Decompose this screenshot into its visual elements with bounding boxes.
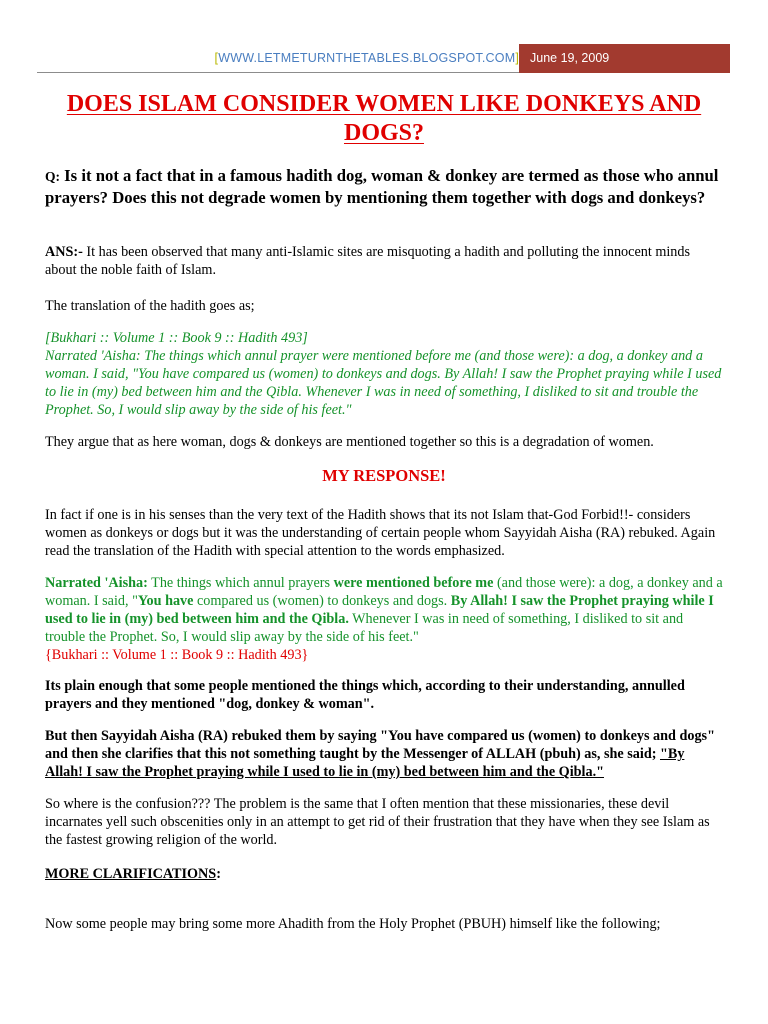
more-heading-colon: :: [216, 866, 221, 882]
header-divider: [37, 72, 519, 73]
response-paragraph: In fact if one is in his senses than the very text of the Hadith shows that its not Islam that-God Forbid!!- considers women as donkeys or dogs but it was the understanding of certain people whom Sayyidah Aisha (RA) rebuked. Again read the translation of the Hadith with special attention to the words emphasized.: [45, 507, 716, 559]
hadith2-emphasis: You have: [137, 593, 194, 609]
but-then-quote: "By Allah! I saw the Prophet praying while I used to lie in (my) bed between him and the Qibla.": [45, 746, 685, 780]
post-date: June 19, 2009: [519, 44, 730, 73]
hadith2-emphasis: were mentioned before me: [333, 575, 494, 591]
ahadith-paragraph: Now some people may bring some more Ahadith from the Holy Prophet (PBUH) himself like the following;: [45, 916, 661, 932]
hadith2-part: (and those were): a dog, a donkey and a woman. I said, ": [45, 575, 723, 609]
but-then-text: But then Sayyidah Aisha (RA) rebuked them by saying "You have compared us (women) to donkeys and dogs" and then she clarifies that this not something taught by the Messenger of ALLAH (pbuh) as, she said;: [45, 728, 715, 762]
response-heading: MY RESPONSE!: [322, 466, 446, 485]
plain-enough-paragraph: Its plain enough that some people mentioned the things which, according to their understanding, annulled prayers and they mentioned "dog, donkey & woman".: [45, 678, 685, 712]
more-heading-text: MORE CLARIFICATIONS: [45, 866, 217, 882]
url-bracket-close: ]: [515, 51, 519, 65]
argue-paragraph: They argue that as here woman, dogs & donkeys are mentioned together so this is a degradation of women.: [45, 434, 654, 450]
hadith2-part: Whenever I was in need of something, I disliked to sit and trouble the Prophet. So, I would slip away by the side of his feet.": [45, 611, 684, 645]
hadith2-emphasis: By Allah! I saw the Prophet praying while I used to lie in (my) bed between him and the Qibla.: [45, 593, 714, 627]
but-then-paragraph: [45, 727, 725, 781]
hadith-text-1: Narrated 'Aisha: The things which annul prayer were mentioned before me (and those were): a dog, a donkey and a woman. I said, "You have compared us (women) to donkeys and dogs. By Allah! I saw the Prophet praying while I used to lie in (my) bed between him and the Qibla. Whenever I was in need of something, I disliked to sit and trouble the Prophet. So, I would slip away by the side of his feet.": [45, 348, 722, 418]
hadith2-part: compared us (women) to donkeys and dogs.: [193, 593, 451, 609]
hadith-reference-2: {Bukhari :: Volume 1 :: Book 9 :: Hadith 493}: [45, 647, 309, 663]
confusion-paragraph: So where is the confusion??? The problem is the same that I often mention that these missionaries, these devil incarnates yell such obscenities only in an attempt to get rid of their frustration that they have when they see Islam as the fastest growing religion of the world.: [45, 796, 710, 848]
hadith-quote-2: [45, 574, 725, 664]
answer-label: ANS:-: [45, 244, 83, 260]
answer-paragraph: [45, 243, 725, 279]
blog-url[interactable]: [37, 44, 519, 73]
question-label: Q:: [45, 169, 60, 184]
url-bracket-open: [: [214, 51, 219, 65]
url-text[interactable]: WWW.LETMETURNTHETABLES.BLOGSPOT.COM: [218, 51, 516, 65]
question: [45, 165, 725, 208]
hadith-reference-1: [Bukhari :: Volume 1 :: Book 9 :: Hadith 493]: [45, 330, 308, 346]
question-text: Is it not a fact that in a famous hadith dog, woman & donkey are termed as those who annul prayers? Does this not degrade women by mentioning them together with dogs and donkeys?: [45, 166, 719, 207]
hadith-text-2: [45, 574, 725, 646]
hadith2-narrator: Narrated 'Aisha:: [45, 575, 148, 591]
page-title: DOES ISLAM CONSIDER WOMEN LIKE DONKEYS AND DOGS?: [66, 91, 702, 146]
hadith-quote-1: [45, 329, 725, 419]
answer-text: It has been observed that many anti-Islamic sites are misquoting a hadith and polluting the innocent minds about the noble faith of Islam.: [45, 244, 691, 278]
more-clarifications-heading: [45, 865, 725, 883]
header-bar: [37, 44, 730, 73]
hadith2-part: The things which annul prayers: [147, 575, 334, 591]
translation-intro: The translation of the hadith goes as;: [45, 298, 255, 314]
